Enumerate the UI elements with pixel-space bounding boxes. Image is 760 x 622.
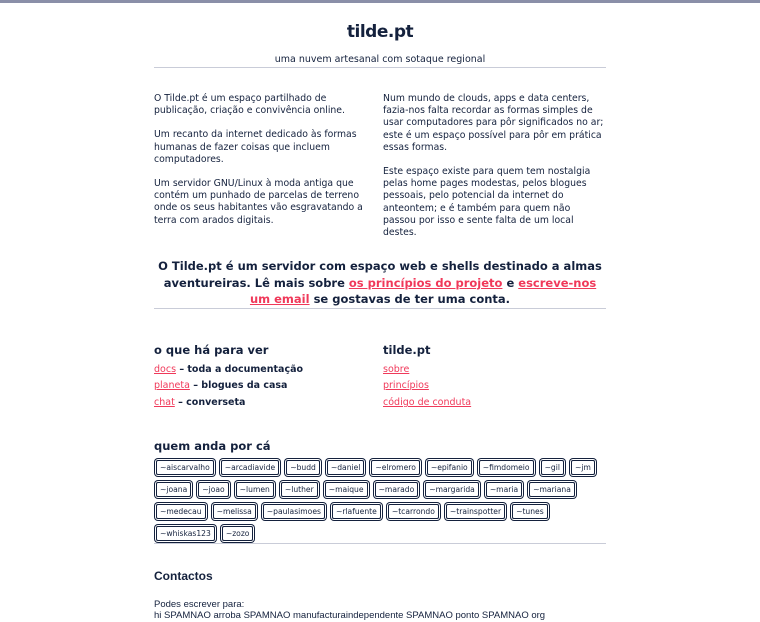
item-description: – blogues da casa: [189, 380, 288, 392]
list-item: [154, 362, 377, 379]
what-to-see: [154, 342, 377, 412]
intro-paragraph: Um servidor GNU/Linux à moda antiga que contém um punhado de parcelas de terreno onde os seus habitantes vão esgravatando a terra com arados digitais.: [154, 178, 363, 226]
contacts-section: [154, 568, 606, 622]
divider: [154, 543, 606, 544]
intro-section: [154, 93, 606, 251]
cta-text: e: [502, 275, 519, 290]
user-tag[interactable]: ~epifanio: [427, 460, 472, 475]
user-tag[interactable]: ~elromero: [371, 460, 419, 475]
call-to-action: [154, 258, 606, 308]
page: [154, 3, 606, 622]
user-tag[interactable]: ~trainspotter: [446, 504, 505, 519]
user-tag[interactable]: ~jm: [571, 460, 595, 475]
principles-nav-link[interactable]: princípios: [383, 380, 429, 392]
list-item: [154, 395, 377, 412]
what-to-see-heading: o que há para ver: [154, 342, 269, 357]
user-tag[interactable]: ~melissa: [213, 504, 256, 519]
list-item: [383, 362, 606, 379]
contact-intro: Podes escrever para:: [154, 598, 245, 610]
code-of-conduct-link[interactable]: código de conduta: [383, 397, 472, 409]
list-item: [383, 395, 606, 412]
user-tag[interactable]: ~medecau: [156, 504, 206, 519]
user-tag[interactable]: ~arcadiavide: [221, 460, 279, 475]
user-tag[interactable]: ~mariana: [529, 482, 575, 497]
user-tag[interactable]: ~whiskas123: [156, 526, 215, 541]
intro-left: [154, 93, 377, 251]
chat-link[interactable]: chat: [154, 397, 175, 409]
user-tag[interactable]: ~paulasimoes: [263, 504, 325, 519]
site-title: tilde.pt: [346, 22, 414, 42]
intro-paragraph: Um recanto da internet dedicado às formas humanas de fazer coisas que incluem computadores.: [154, 129, 357, 165]
about-link[interactable]: sobre: [383, 363, 410, 375]
intro-paragraph: Num mundo de clouds, apps e data centers, fazia-nos falta recordar as formas simples de usar computadores para pôr significados no ar; este é um espaço possível para pôr em prática essas formas.: [383, 93, 604, 153]
user-tag[interactable]: ~luther: [281, 482, 318, 497]
about-links: [383, 342, 606, 412]
tagline: uma nuvem artesanal com sotaque regional: [274, 54, 486, 65]
cta-text: se gostavas de ter uma conta.: [309, 292, 511, 307]
divider: [154, 308, 606, 309]
user-tag[interactable]: ~aiscarvalho: [156, 460, 214, 475]
user-tag[interactable]: ~maria: [486, 482, 522, 497]
email-link[interactable]: escreve-nos um email: [249, 275, 597, 307]
user-tag[interactable]: ~maique: [325, 482, 368, 497]
contacts-heading: Contactos: [154, 568, 213, 583]
item-description: – toda a documentação: [176, 363, 304, 375]
principles-link[interactable]: os princípios do projeto: [348, 275, 503, 290]
users-heading: quem anda por cá: [154, 438, 271, 453]
user-tag[interactable]: ~daniel: [327, 460, 365, 475]
list-item: [383, 378, 606, 395]
site-header: [154, 3, 606, 67]
cta-text: O Tilde.pt é um servidor com espaço web e shells destinado a almas aventureiras. Lê mais sobre: [158, 259, 602, 290]
contact-text: [154, 599, 606, 622]
user-tag[interactable]: ~gil: [541, 460, 564, 475]
user-tag[interactable]: ~rlafuente: [332, 504, 381, 519]
item-description: – converseta: [174, 397, 246, 409]
intro-paragraph: O Tilde.pt é um espaço partilhado de publicação, criação e convivência online.: [154, 93, 345, 117]
list-item: [154, 378, 377, 395]
users-section: [154, 438, 606, 543]
docs-link[interactable]: docs: [154, 363, 177, 375]
user-tag[interactable]: ~budd: [286, 460, 320, 475]
contact-email: hi SPAMNAO arroba SPAMNAO manufacturaindependente SPAMNAO ponto SPAMNAO org: [154, 610, 546, 622]
divider: [154, 67, 606, 68]
user-tag[interactable]: ~tcarrondo: [388, 504, 439, 519]
user-tag[interactable]: ~tunes: [512, 504, 548, 519]
intro-paragraph: Este espaço existe para quem tem nostalgia pelas home pages modestas, pelos blogues pessoais, pelo potencial da internet do anteontem; e é também para quem não passou por isso e sente falta de um local destes.: [383, 166, 591, 239]
user-tag[interactable]: ~marado: [375, 482, 419, 497]
user-tag[interactable]: ~fimdomeio: [479, 460, 534, 475]
planeta-link[interactable]: planeta: [154, 380, 190, 392]
user-tag[interactable]: ~joao: [198, 482, 228, 497]
intro-right: [383, 93, 606, 251]
links-section: [154, 342, 606, 412]
about-heading: tilde.pt: [383, 342, 431, 357]
user-tag-list: [154, 458, 606, 543]
user-tag[interactable]: ~zozo: [222, 526, 254, 541]
user-tag[interactable]: ~margarida: [425, 482, 479, 497]
user-tag[interactable]: ~lumen: [236, 482, 274, 497]
user-tag[interactable]: ~joana: [156, 482, 191, 497]
